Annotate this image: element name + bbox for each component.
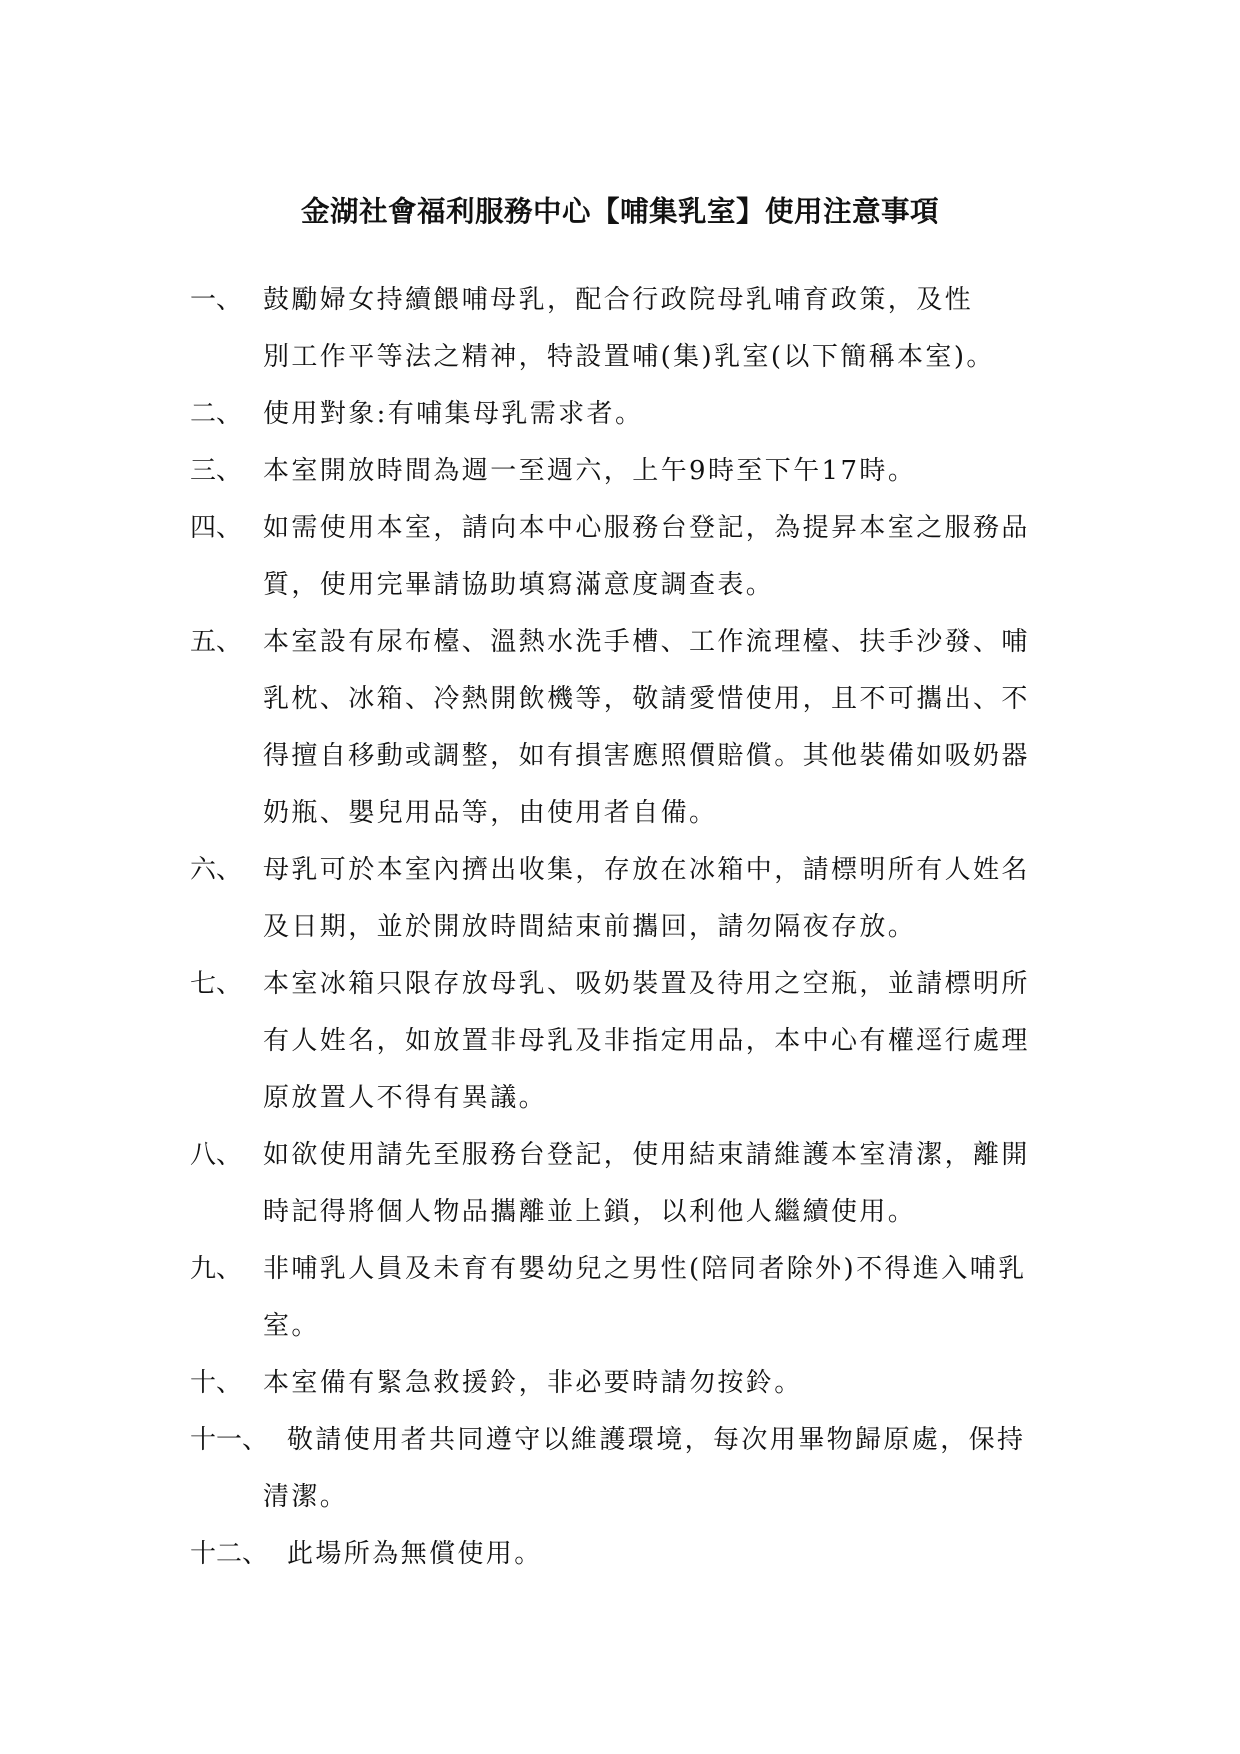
rule-text-line: 別工作平等法之精神，特設置哺(集)乳室(以下簡稱本室)。 — [263, 342, 995, 372]
rule-text-line: 乳枕、冰箱、冷熱開飲機等，敬請愛惜使用，且不可攜出、不 — [263, 684, 1030, 714]
rule-item — [0, 1241, 1240, 1355]
rule-number: 八、 — [190, 1140, 243, 1170]
rule-text-line: 室。 — [263, 1311, 320, 1341]
rule-text-line: 鼓勵婦女持續餵哺母乳，配合行政院母乳哺育政策，及性 — [263, 285, 974, 315]
rule-text-line: 本室設有尿布檯、溫熱水洗手槽、工作流理檯、扶手沙發、哺 — [263, 627, 1030, 657]
rule-text-line: 清潔。 — [263, 1482, 349, 1512]
rule-text-line: 如需使用本室，請向本中心服務台登記，為提昇本室之服務品 — [263, 513, 1030, 543]
rule-number: 七、 — [190, 969, 243, 999]
rule-number: 十、 — [190, 1368, 243, 1398]
rule-number: 十二、 — [190, 1539, 269, 1569]
rule-text-line: 質，使用完畢請協助填寫滿意度調查表。 — [263, 570, 775, 600]
rule-text-line: 原放置人不得有異議。 — [263, 1083, 548, 1113]
rule-item — [0, 1355, 1240, 1412]
rule-item — [0, 272, 1240, 386]
rule-text-line: 如欲使用請先至服務台登記，使用結束請維護本室清潔，離開 — [263, 1140, 1030, 1170]
rule-text-line: 非哺乳人員及未育有嬰幼兒之男性(陪同者除外)不得進入哺乳 — [263, 1254, 1027, 1284]
rule-item — [0, 500, 1240, 614]
rule-text-line: 此場所為無償使用。 — [287, 1539, 543, 1569]
rule-item — [0, 443, 1240, 500]
document-title: 金湖社會福利服務中心【哺集乳室】使用注意事項 — [300, 195, 939, 228]
rule-number: 三、 — [190, 456, 243, 486]
rule-text-line: 得擅自移動或調整，如有損害應照價賠償。其他裝備如吸奶器 — [263, 741, 1030, 771]
rule-number: 十一、 — [190, 1425, 269, 1455]
rule-text-line: 本室冰箱只限存放母乳、吸奶裝置及待用之空瓶，並請標明所 — [263, 969, 1030, 999]
rule-number: 四、 — [190, 513, 243, 543]
rule-text-line: 時記得將個人物品攜離並上鎖，以利他人繼續使用。 — [263, 1197, 917, 1227]
rule-text-line: 及日期，並於開放時間結束前攜回，請勿隔夜存放。 — [263, 912, 917, 942]
rule-number: 五、 — [190, 627, 243, 657]
rule-text-line: 本室開放時間為週一至週六，上午9時至下午17時。 — [263, 456, 917, 486]
rule-number: 九、 — [190, 1254, 243, 1284]
rule-item — [0, 614, 1240, 842]
rule-item — [0, 386, 1240, 443]
rule-item — [0, 1127, 1240, 1241]
rule-number: 六、 — [190, 855, 243, 885]
rule-number: 二、 — [190, 399, 243, 429]
rule-item — [0, 956, 1240, 1127]
rules-list — [0, 272, 1240, 1583]
rule-text-line: 本室備有緊急救援鈴，非必要時請勿按鈴。 — [263, 1368, 803, 1398]
rule-text-line: 奶瓶、嬰兒用品等，由使用者自備。 — [263, 798, 718, 828]
rule-text-line: 使用對象:有哺集母乳需求者。 — [263, 399, 644, 429]
rule-item — [0, 1526, 1240, 1583]
rule-text-line: 有人姓名，如放置非母乳及非指定用品，本中心有權逕行處理 — [263, 1026, 1030, 1056]
rule-text-line: 母乳可於本室內擠出收集，存放在冰箱中，請標明所有人姓名 — [263, 855, 1030, 885]
rule-item — [0, 842, 1240, 956]
rule-text-line: 敬請使用者共同遵守以維護環境，每次用畢物歸原處，保持 — [287, 1425, 1026, 1455]
rule-number: 一、 — [190, 285, 243, 315]
rule-item — [0, 1412, 1240, 1526]
